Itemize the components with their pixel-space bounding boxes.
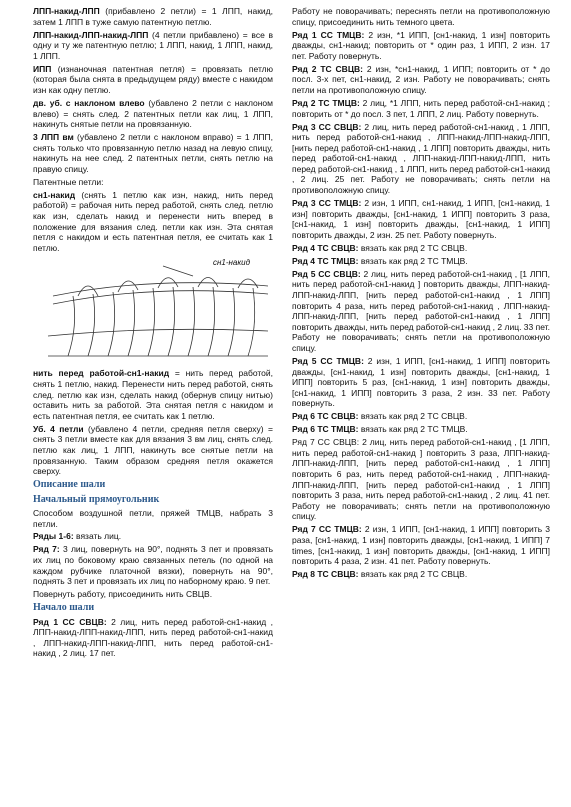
paragraph: ЛПП-накид-ЛПП (прибавлено 2 петли) = 1 ЛПП, накид, затем 1 ЛПП в туже самую патентную петлю. <box>33 6 273 27</box>
left-column <box>33 6 273 661</box>
paragraph: Ряд 4 ТС ТМЦВ: вязать как ряд 2 ТС ТМЦВ. <box>292 255 468 266</box>
paragraph: Патентные петли: <box>33 176 104 187</box>
paragraph: Уб. 4 петли (убавлено 4 петли, средняя петля сверху) = снять 3 петли вместе как для вязания 3 вм лиц, снять след. петлю как лиц, 1 ЛПП, накинуть все снятые петли на провязанную. Таким образом средняя петля окажется сверху. <box>33 423 273 477</box>
paragraph: Работу не поворачивать; переснять петли на противоположную спицу, присоединить нить темного цвета. <box>292 6 550 27</box>
paragraph: Ряд 6 ТС ТМЦВ: вязать как ряд 2 ТС ТМЦВ. <box>292 424 468 435</box>
paragraph: Повернуть работу, присоединить нить СВЦВ. <box>33 589 213 600</box>
paragraph: Ряд 2 ТС СВЦВ: 2 изн, *сн1-накид, 1 ИПП; повторить от * до посл. 3-х пет, сн1-накид, 2 изн. Работу не поворачивать; снять петли на противоположную спицу. <box>292 63 550 95</box>
paragraph: Ряд 7 СС СВЦВ: 2 лиц, нить перед работой-сн1-накид , [1 ЛПП, нить перед работой-сн1-накид ] повторить 3 раза, ЛПП-накид-ЛПП-накид-ЛПП, [нить перед работой-сн1-накид , 1 ЛПП] повторить 6 раз, нить перед работой-сн1-накид , ЛПП-накид-ЛПП-накид-ЛПП, [нить перед работой-сн1-накид , 1 ЛПП] повторить 3 раза, нить перед работой-сн1-накид , 2 лиц. 41 пет. Работу не поворачивать; снять петли на противоположную спицу. <box>292 437 550 522</box>
paragraph: ЛПП-накид-ЛПП-накид-ЛПП (4 петли прибавлено) = все в одну и ту же патентную петлю; 1 ЛПП, накид, 1 ЛПП, накид, 1 ЛПП. <box>33 29 273 61</box>
paragraph: Ряд 8 ТС СВЦВ: вязать как ряд 2 ТС СВЦВ. <box>292 569 468 580</box>
paragraph: Ряд 5 СС СВЦВ: 2 лиц, нить перед работой-сн1-накид , [1 ЛПП, нить перед работой-сн1-накид ] повторить дважды, ЛПП-накид-ЛПП-накид-ЛПП, [нить перед работой-сн1-накид , 1 ЛПП] повторить 4 раза, нить перед работой-сн1-накид , ЛПП-накид-ЛПП-накид-ЛПП, [нить перед работой-сн1-накид , 1 ЛПП] повторить дважды, нить перед работой-сн1-накид , 2 лиц. 33 пет. Работу не поворачивать; снять петли на противоположную спицу. <box>292 268 550 353</box>
stitch-illustration <box>33 256 273 364</box>
paragraph: Ряд 1 СС ТМЦВ: 2 изн, *1 ИПП, [сн1-накид, 1 изн] повторить дважды, сн1-накид; повторить от * один раз, 1 ИПП, 2 изн. 17 пет. Работу повернуть. <box>292 29 551 61</box>
paragraph: Ряд 3 СС ТМЦВ: 2 изн, 1 ИПП, сн1-накид, 1 ИПП, [сн1-накид, 1 изн] повторить дважды, [сн1-накид, 1 ИПП] повторить 3 раза, [сн1-накид, 1 изн] повторить дважды, [сн1-накид, 1 ИПП] повторить дважды, 2 изн. 25 пет. Работу повернуть. <box>292 198 551 240</box>
section-heading: Начальный прямоугольник <box>33 493 160 505</box>
paragraph: Ряд 3 СС СВЦВ: 2 лиц, нить перед работой-сн1-накид , 1 ЛПП, нить перед работой-сн1-накид , ЛПП-накид-ЛПП-накид-ЛПП, [нить перед работой-сн1-накид , 1 ЛПП] повторить дважды, нить перед работой-сн1-накид , ЛПП-накид-ЛПП-накид-ЛПП, нить перед работой-сн1-накид , 1 ЛПП, нить перед работой-сн1-накид , 2 лиц. 25 пет. Работу не поворачивать; снять петли на противоположную спицу. <box>292 121 550 196</box>
paragraph: Ряд 2 ТС ТМЦВ: 2 лиц, *1 ЛПП, нить перед работой-сн1-накид ; повторить от * до посл. 3 пет, 1 ЛПП, 2 лиц. Работу повернуть. <box>292 97 550 119</box>
right-column <box>292 6 550 582</box>
paragraph: Ряды 1-6: вязать лиц. <box>33 531 122 542</box>
paragraph: Ряд 4 ТС СВЦВ: вязать как ряд 2 ТС СВЦВ. <box>292 242 468 253</box>
paragraph: 3 ЛПП вм (убавлено 2 петли с наклоном вправо) = 1 ЛПП, снять только что провязанную петлю назад на левую спицу, накинуть на нее след. 2 патентных петли, снять петлю на правую спицу. <box>33 132 273 174</box>
paragraph: Ряд 1 СС СВЦВ: 2 лиц, нить перед работой-сн1-накид , ЛПП-накид-ЛПП-накид-ЛПП, нить перед работой-сн1-накид , ЛПП-накид-ЛПП-накид-ЛПП, нить перед работой-сн1-накид , 2 лиц. 17 пет. <box>33 616 273 659</box>
paragraph: Ряд 7 СС ТМЦВ: 2 изн, 1 ИПП, [сн1-накид, 1 ИПП] повторить 3 раза, [сн1-накид, 1 изн] повторить дважды, [сн1-накид, 1 ИПП] 7 times, [сн1-накид, 1 изн] повторить дважды, [сн1-накид, 1 ИПП] повторить 4 раза, 2 изн. 41 пет. Работу повернуть. <box>292 524 550 567</box>
paragraph: Ряд 6 ТС СВЦВ: вязать как ряд 2 ТС СВЦВ. <box>292 411 468 422</box>
paragraph: сн1-накид (снять 1 петлю как изн, накид, нить перед работой) = рабочая нить перед работой, снять след. петлю как изн, сделать накид и перенести нить вперед в положение для вязания след. петли как изн. Эта снятая петля с накидом и есть патентная петля, ее считать как 1 петлю. <box>33 189 273 253</box>
paragraph: дв. уб. с наклоном влево (убавлено 2 петли с наклоном влево) = снять след. 2 патентных петли как лиц, 1 ЛПП, накинуть снятые петли на провязанную. <box>33 97 273 130</box>
paragraph: Ряд 5 СС ТМЦВ: 2 изн, 1 ИПП, [сн1-накид, 1 ИПП] повторить дважды, [сн1-накид, 1 изн] повторить дважды, [сн1-накид, 1 ИПП] повторить 5 раз, [сн1-накид, 1 изн] повторить дважды, [сн1-накид, 1 ИПП] повторить 3 раза, 2 изн. 33 пет. Работу повернуть. <box>292 355 550 409</box>
paragraph: нить перед работой-сн1-накид = нить перед работой, снять 1 петлю, накид. Перенести нить перед работой, снять след. петлю как изн, сделать накид (обернув спицу нитью) оставить нить за работой. Эта снятая петля с накидом и есть патентная петля, ее считать как 1 петлю. <box>33 368 273 421</box>
section-heading: Начало шали <box>33 602 95 614</box>
stitch-drawing <box>33 256 273 364</box>
section-heading: Описание шали <box>33 479 106 491</box>
paragraph: Способом воздушной петли, пряжей ТМЦВ, набрать 3 петли. <box>33 507 273 529</box>
paragraph: Ряд 7: 3 лиц, повернуть на 90°, поднять 3 пет и провязать их лиц по боковому краю связанных петель (по одной на каждом рубчике платочной вязки), повернуть на 90°, поднять 3 пет и провязать их лиц по наборному краю. 9 пет. <box>33 544 273 587</box>
illustration-caption: сн1-накид <box>213 258 251 268</box>
paragraph: ИПП (изнаночная патентная петля) = провязать петлю (которая была снята в предыдущем ряду) вместе с накидом изн как одну петлю. <box>33 63 273 95</box>
